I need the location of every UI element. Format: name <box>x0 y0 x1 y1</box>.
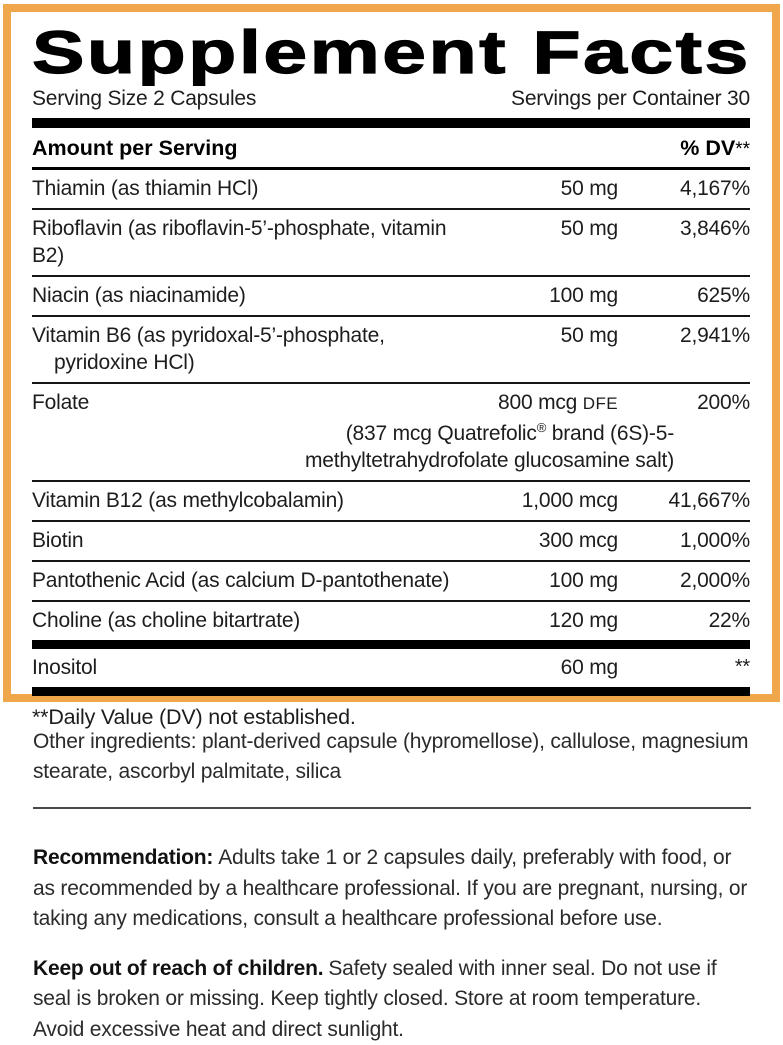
nutrient-dv: 22% <box>708 608 750 632</box>
nutrient-amount: 100 mg <box>549 284 618 308</box>
nutrient-dv: 1,000% <box>679 529 750 553</box>
warning-paragraph <box>33 954 751 1045</box>
nutrient-row <box>32 170 750 210</box>
nutrient-name: Biotin <box>32 529 84 553</box>
percent-dv-header: % DV** <box>680 136 750 161</box>
nutrient-amount: 120 mg <box>549 608 618 632</box>
nutrient-amount: 100 mg <box>549 569 618 593</box>
nutrient-amount: 50 mg <box>560 217 618 241</box>
nutrient-dv: 4,167% <box>679 177 750 201</box>
nutrient-amount: 1,000 mcg <box>521 489 618 513</box>
nutrient-row <box>32 649 750 687</box>
registered-trademark-symbol: ® <box>536 419 547 435</box>
nutrient-row <box>32 317 750 384</box>
nutrient-dv: 3,846% <box>679 217 750 241</box>
section-bar <box>32 640 750 649</box>
nutrient-amount: 50 mg <box>560 177 618 201</box>
nutrient-dv: 2,941% <box>679 323 750 347</box>
section-bar-top <box>32 118 750 128</box>
nutrient-name: Vitamin B6 (as pyridoxal-5’-phosphate, pyridoxine HCl) <box>32 323 385 374</box>
nutrient-name: Thiamin (as thiamin HCl) <box>32 177 259 201</box>
nutrient-name: Niacin (as niacinamide) <box>32 284 246 308</box>
nutrient-row <box>32 562 750 602</box>
nutrient-dv: ** <box>734 655 750 678</box>
nutrient-row <box>32 384 750 483</box>
nutrient-row <box>32 522 750 562</box>
other-ingredients-text: Other ingredients: plant-derived capsule (hypromellose), callulose, magnesium stearate, ascorbyl palmitate, silica <box>33 730 749 784</box>
nutrient-dv: 41,667% <box>668 489 750 513</box>
nutrient-amount: 300 mcg <box>538 529 618 553</box>
nutrient-dv: 625% <box>697 284 750 308</box>
section-bar <box>32 687 750 696</box>
nutrient-amount: 60 mg <box>560 655 618 679</box>
nutrient-amount: 800 mcg DFE <box>498 390 618 414</box>
nutrient-name: Pantothenic Acid (as calcium D-pantothenate) <box>32 569 450 593</box>
nutrient-name: Riboflavin (as riboflavin-5’-phosphate, vitamin B2) <box>32 217 447 268</box>
nutrient-name: Inositol <box>32 655 97 679</box>
warning-label: Keep out of reach of children. <box>33 957 324 981</box>
nutrient-row <box>32 277 750 317</box>
serving-size-text: Serving Size 2 Capsules <box>32 87 257 111</box>
nutrient-name: Vitamin B12 (as methylcobalamin) <box>32 489 344 513</box>
panel-title: Supplement Facts <box>32 19 751 86</box>
nutrient-amount: 50 mg <box>560 323 618 347</box>
nutrient-rows <box>32 170 750 695</box>
info-section <box>33 727 751 1045</box>
nutrient-subnote: (837 mcg Quatrefolic® brand (6S)-5- methyltetrahydrofolate glucosamine salt) <box>304 419 674 473</box>
nutrient-row <box>32 210 750 277</box>
nutrient-row <box>32 482 750 522</box>
recommendation-text: Adults take 1 or 2 capsules daily, preferably with food, or as recommended by a healthcare professional. If you are pregnant, nursing, or taking any medications, consult a healthcare professional before use. <box>33 846 748 930</box>
amount-unit: DFE <box>582 393 618 413</box>
nutrient-name: Folate <box>32 390 90 414</box>
nutrient-name: Choline (as choline bitartrate) <box>32 608 301 632</box>
supplement-facts-panel <box>3 4 780 729</box>
serving-info-row <box>32 87 750 111</box>
dv-header-asterisks: ** <box>735 139 750 161</box>
servings-per-container-text: Servings per Container 30 <box>511 87 750 111</box>
recommendation-paragraph <box>33 843 751 934</box>
nutrient-dv: 2,000% <box>679 569 750 593</box>
table-header-row <box>32 128 750 170</box>
nutrient-dv: 200% <box>697 390 750 414</box>
recommendation-label: Recommendation: <box>33 846 214 870</box>
nutrient-name-line2: pyridoxine HCl) <box>54 350 195 374</box>
dv-footnote: **Daily Value (DV) not established. <box>32 704 356 729</box>
warning-text: Safety sealed with inner seal. Do not use if seal is broken or missing. Keep tightly closed. Store at room temperature. Avoid excessive heat and direct sunlight. <box>33 957 717 1041</box>
amount-per-serving-header: Amount per Serving <box>32 136 238 161</box>
divider-rule <box>33 807 751 809</box>
nutrient-row <box>32 602 750 640</box>
